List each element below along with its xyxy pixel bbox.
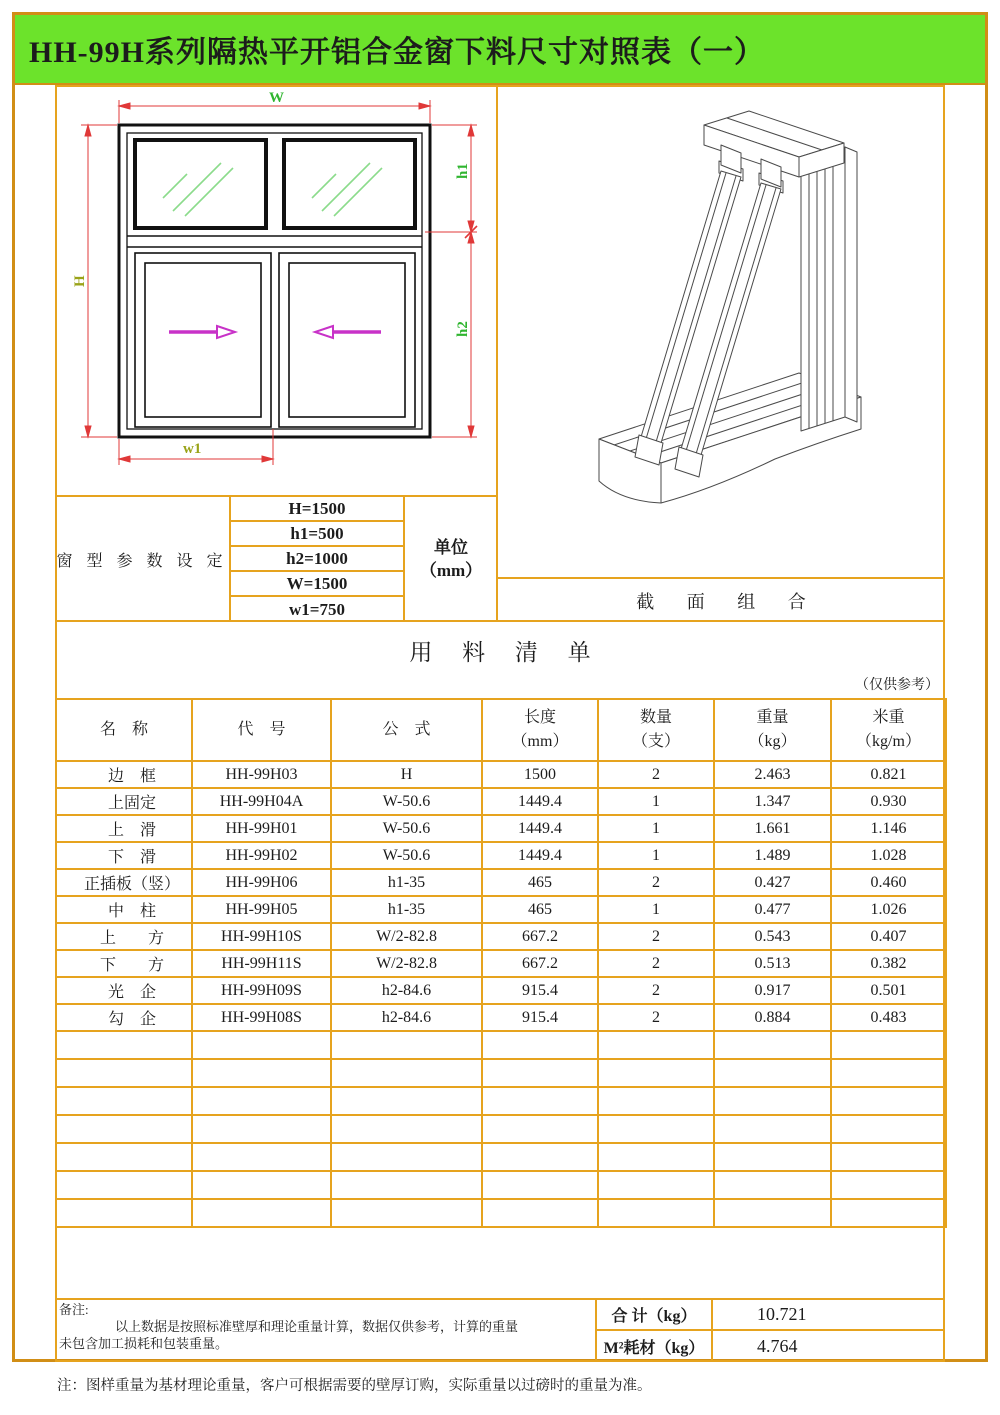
bom-title: 用 料 清 单	[409, 640, 603, 665]
unit-label: 单位	[434, 537, 468, 557]
table-row: 边 框 HH-99H03 H 1500 2 2.463 0.821	[56, 761, 946, 788]
sash-right	[279, 253, 415, 427]
remark-line1: 以上数据是按照标准壁厚和理论重量计算，数据仅供参考，计算的重量	[115, 1318, 519, 1334]
empty-row	[56, 1087, 946, 1115]
table-row: 勾 企 HH-99H08S h2-84.6 915.4 2 0.884 0.483	[56, 1004, 946, 1031]
bottom-note: 注：图样重量为基材理论重量，客户可根据需要的壁厚订购，实际重量以过磅时的重量为准。	[57, 1378, 652, 1394]
title-bar	[15, 15, 985, 85]
param-H: H=1500	[231, 497, 403, 522]
param-w1: w1=750	[289, 599, 345, 619]
table-row: 光 企 HH-99H09S h2-84.6 915.4 2 0.917 0.501	[56, 977, 946, 1004]
table-row: 上 方 HH-99H10S W/2-82.8 667.2 2 0.543 0.407	[56, 923, 946, 950]
table-row: 上 滑 HH-99H01 W-50.6 1449.4 1 1.661 1.146	[56, 815, 946, 842]
col-code: 代 号	[192, 699, 331, 761]
per-sqm-value: 4.764	[757, 1336, 798, 1356]
table-row: 上固定 HH-99H04A W-50.6 1449.4 1 1.347 0.930	[56, 788, 946, 815]
col-length: 长度 （mm）	[482, 699, 598, 761]
col-weight-per-m: 米重 （kg/m）	[831, 699, 946, 761]
totals-footer	[55, 1298, 945, 1362]
remark-cell	[55, 1300, 597, 1362]
glass-hatch-lines	[163, 163, 382, 216]
param-h2: h2=1000	[231, 547, 403, 572]
table-row: 下 方 HH-99H11S W/2-82.8 667.2 2 0.513 0.382	[56, 950, 946, 977]
col-qty: 数量 （支）	[598, 699, 714, 761]
total-label: 合 计（kg）	[597, 1300, 713, 1331]
remark-label: 备注:	[59, 1302, 89, 1317]
col-weight: 重量 （kg）	[714, 699, 831, 761]
window-parameters-table	[55, 495, 497, 622]
empty-row	[56, 1199, 946, 1227]
empty-row	[56, 1143, 946, 1171]
jamb-outer	[801, 147, 845, 431]
empty-row	[56, 1171, 946, 1199]
bom-header-row	[56, 699, 946, 761]
remark-line2: 未包含加工损耗和包装重量。	[59, 1335, 229, 1351]
table-row: 下 滑 HH-99H02 W-50.6 1449.4 1 1.489 1.028	[56, 842, 946, 869]
param-h1: h1=500	[231, 522, 403, 547]
param-W: W=1500	[231, 572, 403, 597]
bom-table	[55, 698, 947, 1228]
col-name: 名 称	[56, 699, 192, 761]
empty-row	[56, 1115, 946, 1143]
sash-left	[135, 253, 271, 427]
dim-label-w: W	[269, 90, 284, 106]
bom-reference-note: （仅供参考）	[855, 678, 939, 693]
per-sqm-label: M²耗材（kg）	[597, 1331, 713, 1362]
col-formula: 公 式	[331, 699, 482, 761]
empty-row	[56, 1059, 946, 1087]
table-row: 中 柱 HH-99H05 h1-35 465 1 0.477 1.026	[56, 896, 946, 923]
dim-label-h1: h1	[455, 163, 471, 179]
sash-direction-arrows	[169, 326, 381, 338]
table-row: 正插板（竖） HH-99H06 h1-35 465 2 0.427 0.460	[56, 869, 946, 896]
page-title: HH-99H系列隔热平开铝合金窗下料尺寸对照表（一）	[29, 36, 765, 69]
total-value: 10.721	[713, 1300, 945, 1331]
unit-cell	[403, 497, 497, 622]
dim-label-h2: h2	[455, 321, 471, 337]
unit-value: （mm）	[419, 560, 483, 580]
window-outer-frame	[119, 125, 430, 437]
params-title: 窗 型 参 数 设 定	[55, 497, 231, 622]
empty-row	[56, 1031, 946, 1059]
window-elevation-diagram	[57, 87, 495, 493]
dim-label-w1: w1	[183, 441, 202, 457]
dim-label-h: H	[72, 275, 88, 287]
section-assembly-label: 截 面 组 合	[497, 577, 945, 622]
profile-section-3d-drawing	[499, 87, 943, 575]
